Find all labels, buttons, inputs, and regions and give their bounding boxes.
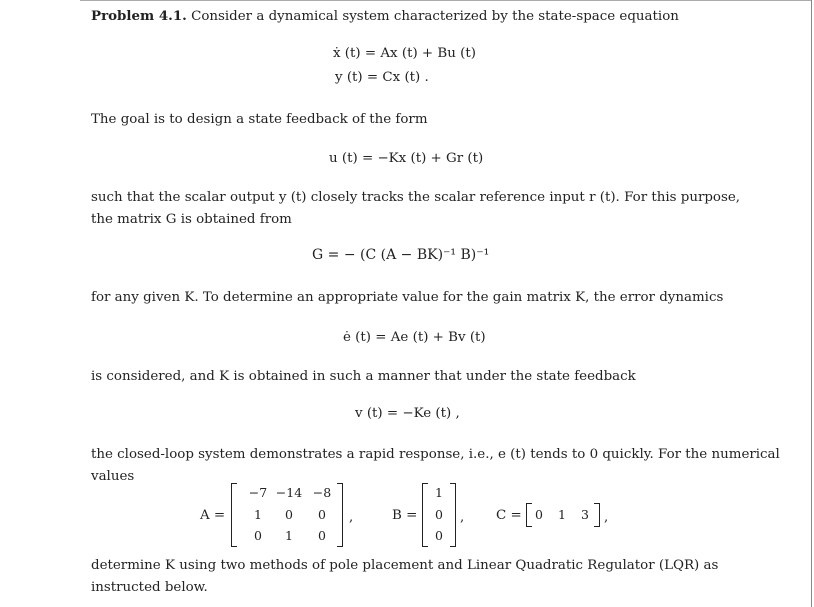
G-formula: G = − (C (A − BK)⁻¹ B)⁻¹ — [312, 247, 490, 263]
tracking-text-line1: such that the scalar output y (t) closely tracks the scalar reference input r (t). For this purpose, — [91, 190, 741, 205]
matrix-A-cell: 1 — [285, 528, 293, 543]
matrix-C-cell: 3 — [581, 507, 589, 522]
page-top-border — [80, 0, 812, 1]
matrix-A-cell: 0 — [285, 507, 293, 522]
determine-text-line1: determine K using two methods of pole placement and Linear Quadratic Regulator (LQR) as — [91, 558, 719, 573]
page-right-border — [811, 0, 812, 607]
problem-label: Problem 4.1. — [91, 8, 187, 24]
error-dynamics-equation: ė (t) = Ae (t) + Bv (t) — [343, 330, 486, 345]
matrix-B — [422, 483, 456, 547]
matrix-A-cell: 0 — [254, 528, 262, 543]
problem-intro — [91, 8, 679, 24]
closed-loop-text-line2: values — [91, 469, 135, 484]
matrix-A-cell: −14 — [275, 485, 303, 500]
output-equation: y (t) = Cx (t) . — [335, 70, 429, 85]
matrix-C-label: C = — [496, 508, 522, 523]
feedback-equation: u (t) = −Kx (t) + Gr (t) — [329, 151, 484, 166]
determine-text-line2: instructed below. — [91, 580, 208, 595]
matrix-B-cell: 0 — [435, 528, 443, 543]
matrix-B-cell: 0 — [435, 507, 443, 522]
state-equation: ẋ (t) = Ax (t) + Bu (t) — [333, 46, 476, 61]
matrix-B-cell: 1 — [435, 485, 443, 500]
matrix-A-cell: 1 — [254, 507, 262, 522]
closed-loop-text-line1: the closed-loop system demonstrates a rapid response, i.e., e (t) tends to 0 quickly. For the numerical — [91, 447, 780, 462]
matrix-C-cell: 0 — [535, 507, 543, 522]
tracking-text-line2: the matrix G is obtained from — [91, 212, 292, 227]
matrix-A-cell: 0 — [318, 528, 326, 543]
goal-text: The goal is to design a state feedback of the form — [91, 112, 428, 127]
matrix-A — [231, 483, 343, 547]
matrix-A-comma: , — [349, 510, 354, 525]
matrix-B-label: B = — [392, 508, 418, 523]
considered-text: is considered, and K is obtained in such a manner that under the state feedback — [91, 369, 636, 384]
matrix-C — [526, 503, 600, 527]
matrix-C-comma: , — [604, 510, 609, 525]
problem-intro-text: Consider a dynamical system characterized by the state-space equation — [191, 9, 679, 24]
matrix-A-cell: 0 — [318, 507, 326, 522]
matrix-A-label: A = — [200, 508, 226, 523]
error-feedback-equation: v (t) = −Ke (t) , — [355, 406, 460, 421]
any-K-text: for any given K. To determine an appropriate value for the gain matrix K, the error dynamics — [91, 290, 724, 305]
matrix-B-comma: , — [460, 510, 465, 525]
matrix-A-cell: −7 — [248, 485, 268, 500]
matrix-C-cell: 1 — [558, 507, 566, 522]
matrix-A-cell: −8 — [312, 485, 332, 500]
